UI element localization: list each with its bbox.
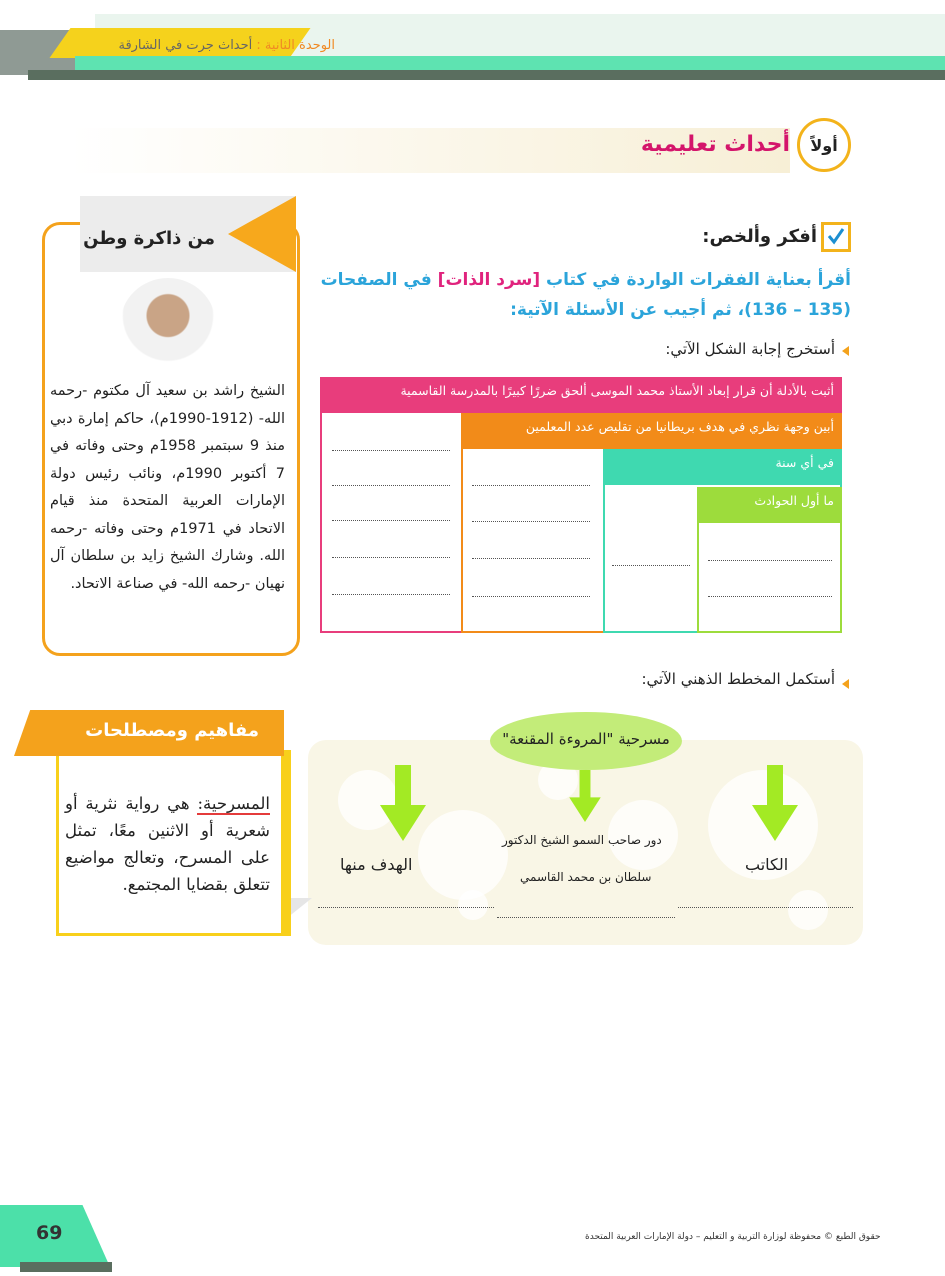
unit-label: الوحدة الثانية : [256,38,335,53]
concepts-title: مفاهيم ومصطلحات [85,720,259,741]
memory-box-arrow-decoration [228,196,296,272]
answer-line[interactable] [332,594,450,595]
answer-line[interactable] [332,520,450,521]
down-arrow-icon [380,765,426,841]
intro-text-line2: (135 – 136)، ثم أجيب عن الأسئلة الآتية: [510,300,851,320]
decor-circle [458,890,488,920]
checkbox-icon [821,222,851,252]
mind-map-writer-label: الكاتب [745,855,789,874]
portrait-photo [120,278,216,372]
copyright-text: حقوق الطبع © محفوظة لوزارة التربية و التعليم – دولة الإمارات العربية المتحدة [585,1232,881,1242]
answer-line[interactable] [332,450,450,451]
answer-box-2-header: أبين وجهة نظري في هدف بريطانيا من تقليص عدد المعلمين [461,413,842,449]
memory-box-text: الشيخ راشد بن سعيد آل مكتوم -رحمه الله- (1912-1990م)، حاكم إمارة دبي منذ 9 سبتمبر 1958م وحتى وفاته في 7 أكتوبر 1990م، ونائب رئيس دولة الإمارات العربية المتحدة منذ قيام الاتحاد في 1971م وحتى وفاته -رحمه الله. وشارك الشيخ زايد بن سلطان آل نهيان -رحمه الله- في صناعة الاتحاد. [50,383,286,592]
question-1: أستخرج إجابة الشكل الآتي: [665,340,835,358]
answer-line[interactable] [472,558,590,559]
answer-line[interactable] [332,485,450,486]
intro-text-b: في الصفحات [320,270,438,290]
answer-line[interactable] [708,560,832,561]
answer-line[interactable] [497,917,675,918]
answer-line[interactable] [472,596,590,597]
answer-box-3-header: في أي سنة [603,449,842,485]
book-title: [سرد الذات] [437,270,541,290]
section-badge: أولاً [797,118,851,172]
answer-line[interactable] [332,557,450,558]
decor-circle [788,890,828,930]
intro-text-a: أقرأ بعناية الفقرات الواردة في كتاب [540,270,851,290]
footer-dark-stripe [20,1262,112,1272]
lesson-title: أحداث جرت في الشارقة [118,38,253,53]
question-2: أستكمل المخطط الذهني الآتي: [641,670,835,688]
down-arrow-icon [568,770,602,822]
answer-line[interactable] [612,565,690,566]
page-number: 69 [36,1222,63,1244]
answer-line[interactable] [472,521,590,522]
concept-definition: هي رواية نثرية أو شعرية أو الاثنين معًا، تمثل على المسرح، وتعالج مواضيع تتعلق بقضايا المجتمع. [65,794,270,894]
concept-term: المسرحية: [197,794,270,813]
activity-title: أفكر وألخص: [702,226,817,247]
memory-box-title: من ذاكرة وطن [83,228,215,249]
answer-box-1-header: أثبت بالأدلة أن قرار إبعاد الأستاذ محمد الموسى ألحق ضررًا كبيرًا بالمدرسة القاسمية [320,377,842,413]
decor-circle [418,810,508,900]
header-dark-stripe [28,70,945,80]
down-arrow-icon [752,765,798,841]
header-breadcrumb [118,38,335,53]
bullet-icon [842,346,849,356]
answer-box-4-header: ما أول الحوادث [697,487,842,523]
mind-map-role-line1: دور صاحب السمو الشيخ الدكتور [502,833,662,847]
mind-map-center-label: مسرحية "المروءة المقنعة" [502,730,670,748]
answer-line[interactable] [318,907,494,908]
answer-line[interactable] [472,485,590,486]
activity-intro [291,265,851,325]
answer-line[interactable] [678,907,853,908]
section-title: أحداث تعليمية [640,132,790,157]
bullet-icon [842,679,849,689]
concepts-text [65,790,270,898]
answer-line[interactable] [708,596,832,597]
mind-map-goal-label: الهدف منها [340,855,413,874]
mind-map-role-line2: سلطان بن محمد القاسمي [520,870,652,884]
